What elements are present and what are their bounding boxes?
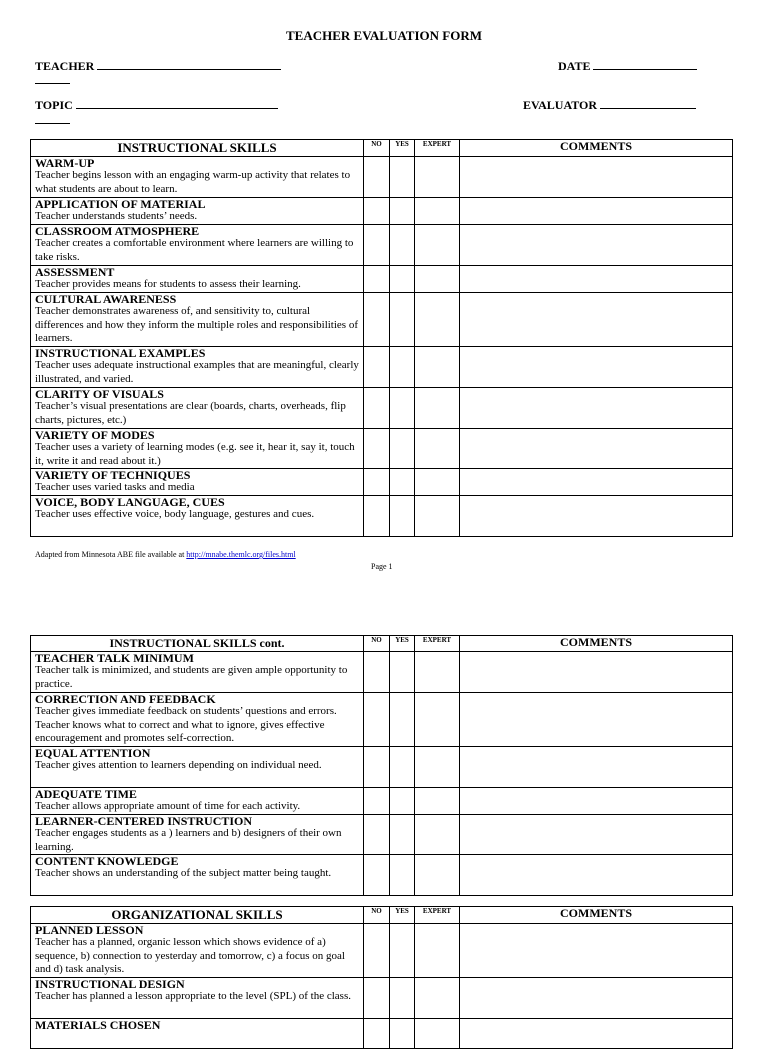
section-heading: INSTRUCTIONAL SKILLS cont.: [31, 636, 364, 652]
no-checkbox-cell[interactable]: [364, 429, 390, 469]
no-checkbox-cell[interactable]: [364, 855, 390, 896]
col-expert-header: EXPERT: [415, 907, 460, 924]
expert-checkbox-cell[interactable]: [415, 198, 460, 225]
col-expert-header: EXPERT: [415, 636, 460, 652]
skill-description: Teacher creates a comfortable environment where learners are willing to take risks.: [35, 237, 354, 263]
no-checkbox-cell[interactable]: [364, 225, 390, 266]
yes-checkbox-cell[interactable]: [390, 469, 415, 496]
skill-title: PLANNED LESSON: [35, 923, 144, 937]
table-row: [31, 978, 733, 1019]
skill-title: CLARITY OF VISUALS: [35, 387, 164, 401]
yes-checkbox-cell[interactable]: [390, 1019, 415, 1049]
expert-checkbox-cell[interactable]: [415, 293, 460, 347]
no-checkbox-cell[interactable]: [364, 978, 390, 1019]
no-checkbox-cell[interactable]: [364, 157, 390, 198]
skill-description: Teacher has a planned, organic lesson which shows evidence of a) sequence, b) connection to yesterday and tomorrow, c) a focus on goal and d) task analysis.: [35, 936, 345, 975]
yes-checkbox-cell[interactable]: [390, 225, 415, 266]
comments-header: COMMENTS: [460, 907, 733, 924]
skill-cell: [31, 198, 364, 225]
col-no-header: NO: [364, 907, 390, 924]
expert-checkbox-cell[interactable]: [415, 855, 460, 896]
table-row: [31, 747, 733, 788]
comments-cell[interactable]: [460, 469, 733, 496]
skill-title: CLASSROOM ATMOSPHERE: [35, 224, 200, 238]
no-checkbox-cell[interactable]: [364, 747, 390, 788]
skill-description: Teacher shows an understanding of the subject matter being taught.: [35, 867, 332, 879]
yes-checkbox-cell[interactable]: [390, 693, 415, 747]
evaluator-label: EVALUATOR: [523, 98, 598, 112]
yes-checkbox-cell[interactable]: [390, 788, 415, 815]
date-field: [558, 59, 697, 74]
table-row: [31, 266, 733, 293]
col-no-header: NO: [364, 140, 390, 157]
header-row: [31, 140, 733, 157]
yes-checkbox-cell[interactable]: [390, 855, 415, 896]
skill-cell: [31, 347, 364, 388]
table-row: [31, 429, 733, 469]
table-row: [31, 855, 733, 896]
expert-checkbox-cell[interactable]: [415, 978, 460, 1019]
table-row: [31, 788, 733, 815]
no-checkbox-cell[interactable]: [364, 924, 390, 978]
skill-cell: [31, 788, 364, 815]
no-checkbox-cell[interactable]: [364, 388, 390, 429]
comments-cell[interactable]: [460, 429, 733, 469]
expert-checkbox-cell[interactable]: [415, 157, 460, 198]
skill-description: Teacher allows appropriate amount of time for each activity.: [35, 800, 301, 812]
teacher-label: TEACHER: [35, 59, 95, 73]
skill-title: EQUAL ATTENTION: [35, 746, 151, 760]
skill-title: LEARNER-CENTERED INSTRUCTION: [35, 814, 253, 828]
skill-description: Teacher has planned a lesson appropriate to the level (SPL) of the class.: [35, 990, 351, 1002]
skill-description: Teacher gives attention to learners depending on individual need.: [35, 759, 322, 771]
skill-title: VARIETY OF MODES: [35, 428, 155, 442]
comments-cell[interactable]: [460, 347, 733, 388]
skill-title: APPLICATION OF MATERIAL: [35, 197, 206, 211]
skill-cell: [31, 388, 364, 429]
table-row: [31, 496, 733, 537]
comments-cell[interactable]: [460, 157, 733, 198]
comments-cell[interactable]: [460, 788, 733, 815]
table-row: [31, 652, 733, 693]
skill-description: Teacher engages students as a ) learners and b) designers of their own learning.: [35, 827, 342, 853]
skill-title: VOICE, BODY LANGUAGE, CUES: [35, 495, 225, 509]
skill-description: Teacher gives immediate feedback on students’ questions and errors. Teacher knows what to correct and what to ignore, gives effective encouragement and promotes self-correction.: [35, 705, 337, 744]
comments-cell[interactable]: [460, 266, 733, 293]
page-number: Page 1: [371, 562, 393, 571]
skill-cell: [31, 157, 364, 198]
yes-checkbox-cell[interactable]: [390, 429, 415, 469]
table-row: [31, 388, 733, 429]
skill-title: ASSESSMENT: [35, 265, 115, 279]
no-checkbox-cell[interactable]: [364, 788, 390, 815]
expert-checkbox-cell[interactable]: [415, 429, 460, 469]
table-row: [31, 693, 733, 747]
section-heading: INSTRUCTIONAL SKILLS: [31, 140, 364, 157]
footer-link[interactable]: http://mnabe.themlc.org/files.html: [186, 550, 296, 559]
expert-checkbox-cell[interactable]: [415, 469, 460, 496]
col-yes-header: YES: [390, 140, 415, 157]
skill-title: CORRECTION AND FEEDBACK: [35, 692, 216, 706]
skill-title: CULTURAL AWARENESS: [35, 292, 177, 306]
topic-field: [35, 98, 278, 113]
comments-cell[interactable]: [460, 815, 733, 855]
footer-note: [35, 550, 296, 559]
skill-description: Teacher begins lesson with an engaging warm-up activity that relates to what students are about to learn.: [35, 169, 351, 195]
col-expert-header: EXPERT: [415, 140, 460, 157]
skill-title: WARM-UP: [35, 156, 95, 170]
no-checkbox-cell[interactable]: [364, 266, 390, 293]
header-row: [31, 636, 733, 652]
skill-description: Teacher talk is minimized, and students are given ample opportunity to practice.: [35, 664, 348, 690]
topic-label: TOPIC: [35, 98, 73, 112]
skill-description: Teacher uses a variety of learning modes (e.g. see it, hear it, say it, touch it, write it and read about it.): [35, 441, 355, 467]
skill-cell: [31, 855, 364, 896]
expert-checkbox-cell[interactable]: [415, 693, 460, 747]
expert-checkbox-cell[interactable]: [415, 815, 460, 855]
skill-title: TEACHER TALK MINIMUM: [35, 651, 194, 665]
expert-checkbox-cell[interactable]: [415, 388, 460, 429]
yes-checkbox-cell[interactable]: [390, 198, 415, 225]
teacher-field: [35, 59, 281, 74]
skill-description: Teacher provides means for students to assess their learning.: [35, 278, 301, 290]
comments-cell[interactable]: [460, 978, 733, 1019]
comments-cell[interactable]: [460, 496, 733, 537]
yes-checkbox-cell[interactable]: [390, 157, 415, 198]
comments-cell[interactable]: [460, 1019, 733, 1049]
table-row: [31, 198, 733, 225]
skill-cell: [31, 652, 364, 693]
comments-cell[interactable]: [460, 198, 733, 225]
skill-cell: [31, 293, 364, 347]
yes-checkbox-cell[interactable]: [390, 266, 415, 293]
no-checkbox-cell[interactable]: [364, 347, 390, 388]
skill-cell: [31, 924, 364, 978]
skill-cell: [31, 225, 364, 266]
expert-checkbox-cell[interactable]: [415, 1019, 460, 1049]
skill-title: INSTRUCTIONAL DESIGN: [35, 977, 185, 991]
comments-cell[interactable]: [460, 293, 733, 347]
no-checkbox-cell[interactable]: [364, 693, 390, 747]
header-row: [31, 907, 733, 924]
comments-cell[interactable]: [460, 652, 733, 693]
yes-checkbox-cell[interactable]: [390, 978, 415, 1019]
no-checkbox-cell[interactable]: [364, 293, 390, 347]
yes-checkbox-cell[interactable]: [390, 747, 415, 788]
yes-checkbox-cell[interactable]: [390, 347, 415, 388]
yes-checkbox-cell[interactable]: [390, 388, 415, 429]
table-row: [31, 347, 733, 388]
table-row: [31, 157, 733, 198]
comments-cell[interactable]: [460, 855, 733, 896]
skill-cell: [31, 429, 364, 469]
teacher-input-line[interactable]: [97, 59, 281, 70]
skill-title: MATERIALS CHOSEN: [35, 1018, 161, 1032]
expert-checkbox-cell[interactable]: [415, 924, 460, 978]
topic-line-continuation: [35, 123, 70, 124]
form-title: TEACHER EVALUATION FORM: [286, 28, 482, 43]
table-row: [31, 469, 733, 496]
expert-checkbox-cell[interactable]: [415, 496, 460, 537]
comments-cell[interactable]: [460, 388, 733, 429]
table-row: [31, 1019, 733, 1049]
skill-cell: [31, 747, 364, 788]
no-checkbox-cell[interactable]: [364, 1019, 390, 1049]
evaluator-input-line[interactable]: [600, 98, 696, 109]
expert-checkbox-cell[interactable]: [415, 225, 460, 266]
date-label: DATE: [558, 59, 591, 73]
comments-header: COMMENTS: [460, 636, 733, 652]
expert-checkbox-cell[interactable]: [415, 652, 460, 693]
skill-cell: [31, 815, 364, 855]
expert-checkbox-cell[interactable]: [415, 347, 460, 388]
comments-cell[interactable]: [460, 924, 733, 978]
comments-header: COMMENTS: [460, 140, 733, 157]
yes-checkbox-cell[interactable]: [390, 496, 415, 537]
no-checkbox-cell[interactable]: [364, 469, 390, 496]
skill-cell: [31, 693, 364, 747]
yes-checkbox-cell[interactable]: [390, 924, 415, 978]
expert-checkbox-cell[interactable]: [415, 266, 460, 293]
skill-title: INSTRUCTIONAL EXAMPLES: [35, 346, 206, 360]
yes-checkbox-cell[interactable]: [390, 293, 415, 347]
section-heading: ORGANIZATIONAL SKILLS: [31, 907, 364, 924]
topic-input-line[interactable]: [76, 98, 278, 109]
evaluator-field: [523, 98, 696, 113]
date-input-line[interactable]: [593, 59, 697, 70]
skill-cell: [31, 1019, 364, 1049]
table-row: [31, 924, 733, 978]
teacher-line-continuation: [35, 83, 70, 84]
no-checkbox-cell[interactable]: [364, 496, 390, 537]
section-table: [30, 635, 733, 896]
no-checkbox-cell[interactable]: [364, 198, 390, 225]
col-yes-header: YES: [390, 907, 415, 924]
expert-checkbox-cell[interactable]: [415, 747, 460, 788]
footer-text: Adapted from Minnesota ABE file available at: [35, 550, 187, 559]
section-table: [30, 139, 733, 537]
skill-description: Teacher demonstrates awareness of, and sensitivity to, cultural differences and how they inform the multiple roles and responsibilities of learners.: [35, 305, 358, 344]
table-row: [31, 293, 733, 347]
table-row: [31, 815, 733, 855]
skill-description: Teacher understands students’ needs.: [35, 210, 198, 222]
yes-checkbox-cell[interactable]: [390, 652, 415, 693]
skill-description: Teacher uses varied tasks and media: [35, 481, 195, 493]
skill-title: CONTENT KNOWLEDGE: [35, 854, 179, 868]
comments-cell[interactable]: [460, 747, 733, 788]
skill-description: Teacher’s visual presentations are clear (boards, charts, overheads, flip charts, pictures, etc.): [35, 400, 346, 426]
no-checkbox-cell[interactable]: [364, 652, 390, 693]
col-yes-header: YES: [390, 636, 415, 652]
skill-description: Teacher uses effective voice, body language, gestures and cues.: [35, 508, 315, 520]
skill-cell: [31, 496, 364, 537]
skill-title: ADEQUATE TIME: [35, 787, 137, 801]
skill-cell: [31, 266, 364, 293]
skill-cell: [31, 978, 364, 1019]
expert-checkbox-cell[interactable]: [415, 788, 460, 815]
skill-cell: [31, 469, 364, 496]
comments-cell[interactable]: [460, 225, 733, 266]
skill-title: VARIETY OF TECHNIQUES: [35, 468, 191, 482]
yes-checkbox-cell[interactable]: [390, 815, 415, 855]
col-no-header: NO: [364, 636, 390, 652]
table-row: [31, 225, 733, 266]
skill-description: Teacher uses adequate instructional examples that are meaningful, clearly illustrated, and varied.: [35, 359, 359, 385]
section-table: [30, 906, 733, 1049]
no-checkbox-cell[interactable]: [364, 815, 390, 855]
comments-cell[interactable]: [460, 693, 733, 747]
